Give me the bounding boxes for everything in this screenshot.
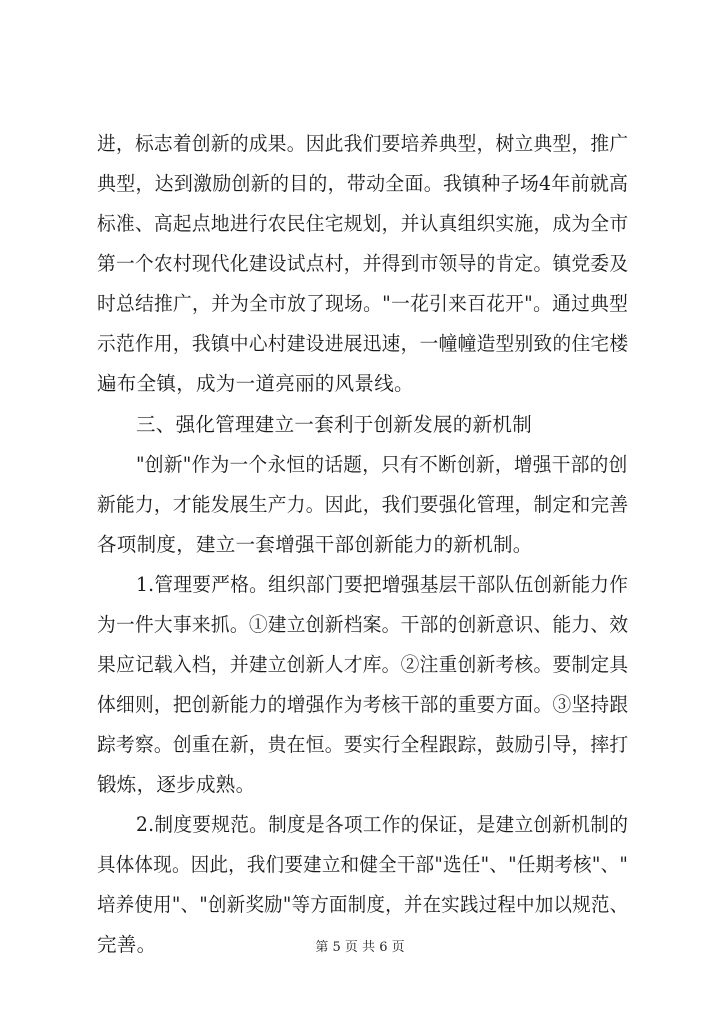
paragraph-line: 体细则，把创新能力的增强作为考核干部的重要方面。③坚持跟 xyxy=(97,693,629,716)
paragraph-line: 第一个农村现代化建设试点村，并得到市领导的肯定。镇党委及 xyxy=(97,252,629,275)
paragraph-line: 时总结推广，并为全市放了现场。"一花引来百花开"。通过典型 xyxy=(97,292,629,315)
section-heading: 三、强化管理建立一套利于创新发展的新机制 xyxy=(136,413,533,436)
paragraph-line: 为一件大事来抓。①建立创新档案。干部的创新意识、能力、效 xyxy=(97,613,629,636)
paragraph-line: 2.制度要规范。制度是各项工作的保证，是建立创新机制的 xyxy=(136,813,629,836)
paragraph-line: 标准、高起点地进行农民住宅规划，并认真组织实施，成为全市 xyxy=(97,212,629,235)
paragraph-line: 培养使用"、"创新奖励"等方面制度，并在实践过程中加以规范、 xyxy=(97,893,629,916)
paragraph-line: 1.管理要严格。组织部门要把增强基层干部队伍创新能力作 xyxy=(136,573,629,596)
paragraph-line: "创新"作为一个永恒的话题，只有不断创新，增强干部的创 xyxy=(136,453,628,476)
paragraph-line: 锻炼，逐步成熟。 xyxy=(97,773,256,796)
paragraph-line: 进，标志着创新的成果。因此我们要培养典型，树立典型，推广 xyxy=(97,132,629,155)
paragraph-line: 果应记载入档，并建立创新人才库。②注重创新考核。要制定具 xyxy=(97,653,629,676)
paragraph-line: 踪考察。创重在新，贵在恒。要实行全程跟踪，鼓励引导，摔打 xyxy=(97,733,629,756)
paragraph-line: 完善。 xyxy=(97,933,157,956)
paragraph-line: 示范作用，我镇中心村建设进展迅速，一幢幢造型别致的住宅楼 xyxy=(97,332,629,355)
paragraph-line: 具体体现。因此，我们要建立和健全干部"选任"、"任期考核"、" xyxy=(97,853,629,876)
paragraph-line: 遍布全镇，成为一道亮丽的风景线。 xyxy=(97,372,414,395)
paragraph-line: 典型，达到激励创新的目的，带动全面。我镇种子场4年前就高 xyxy=(97,172,629,195)
paragraph-line: 各项制度，建立一套增强干部创新能力的新机制。 xyxy=(97,533,533,556)
page-number-footer: 第 5 页 共 6 页 xyxy=(315,940,405,955)
paragraph-line: 新能力，才能发展生产力。因此，我们要强化管理，制定和完善 xyxy=(97,493,629,516)
